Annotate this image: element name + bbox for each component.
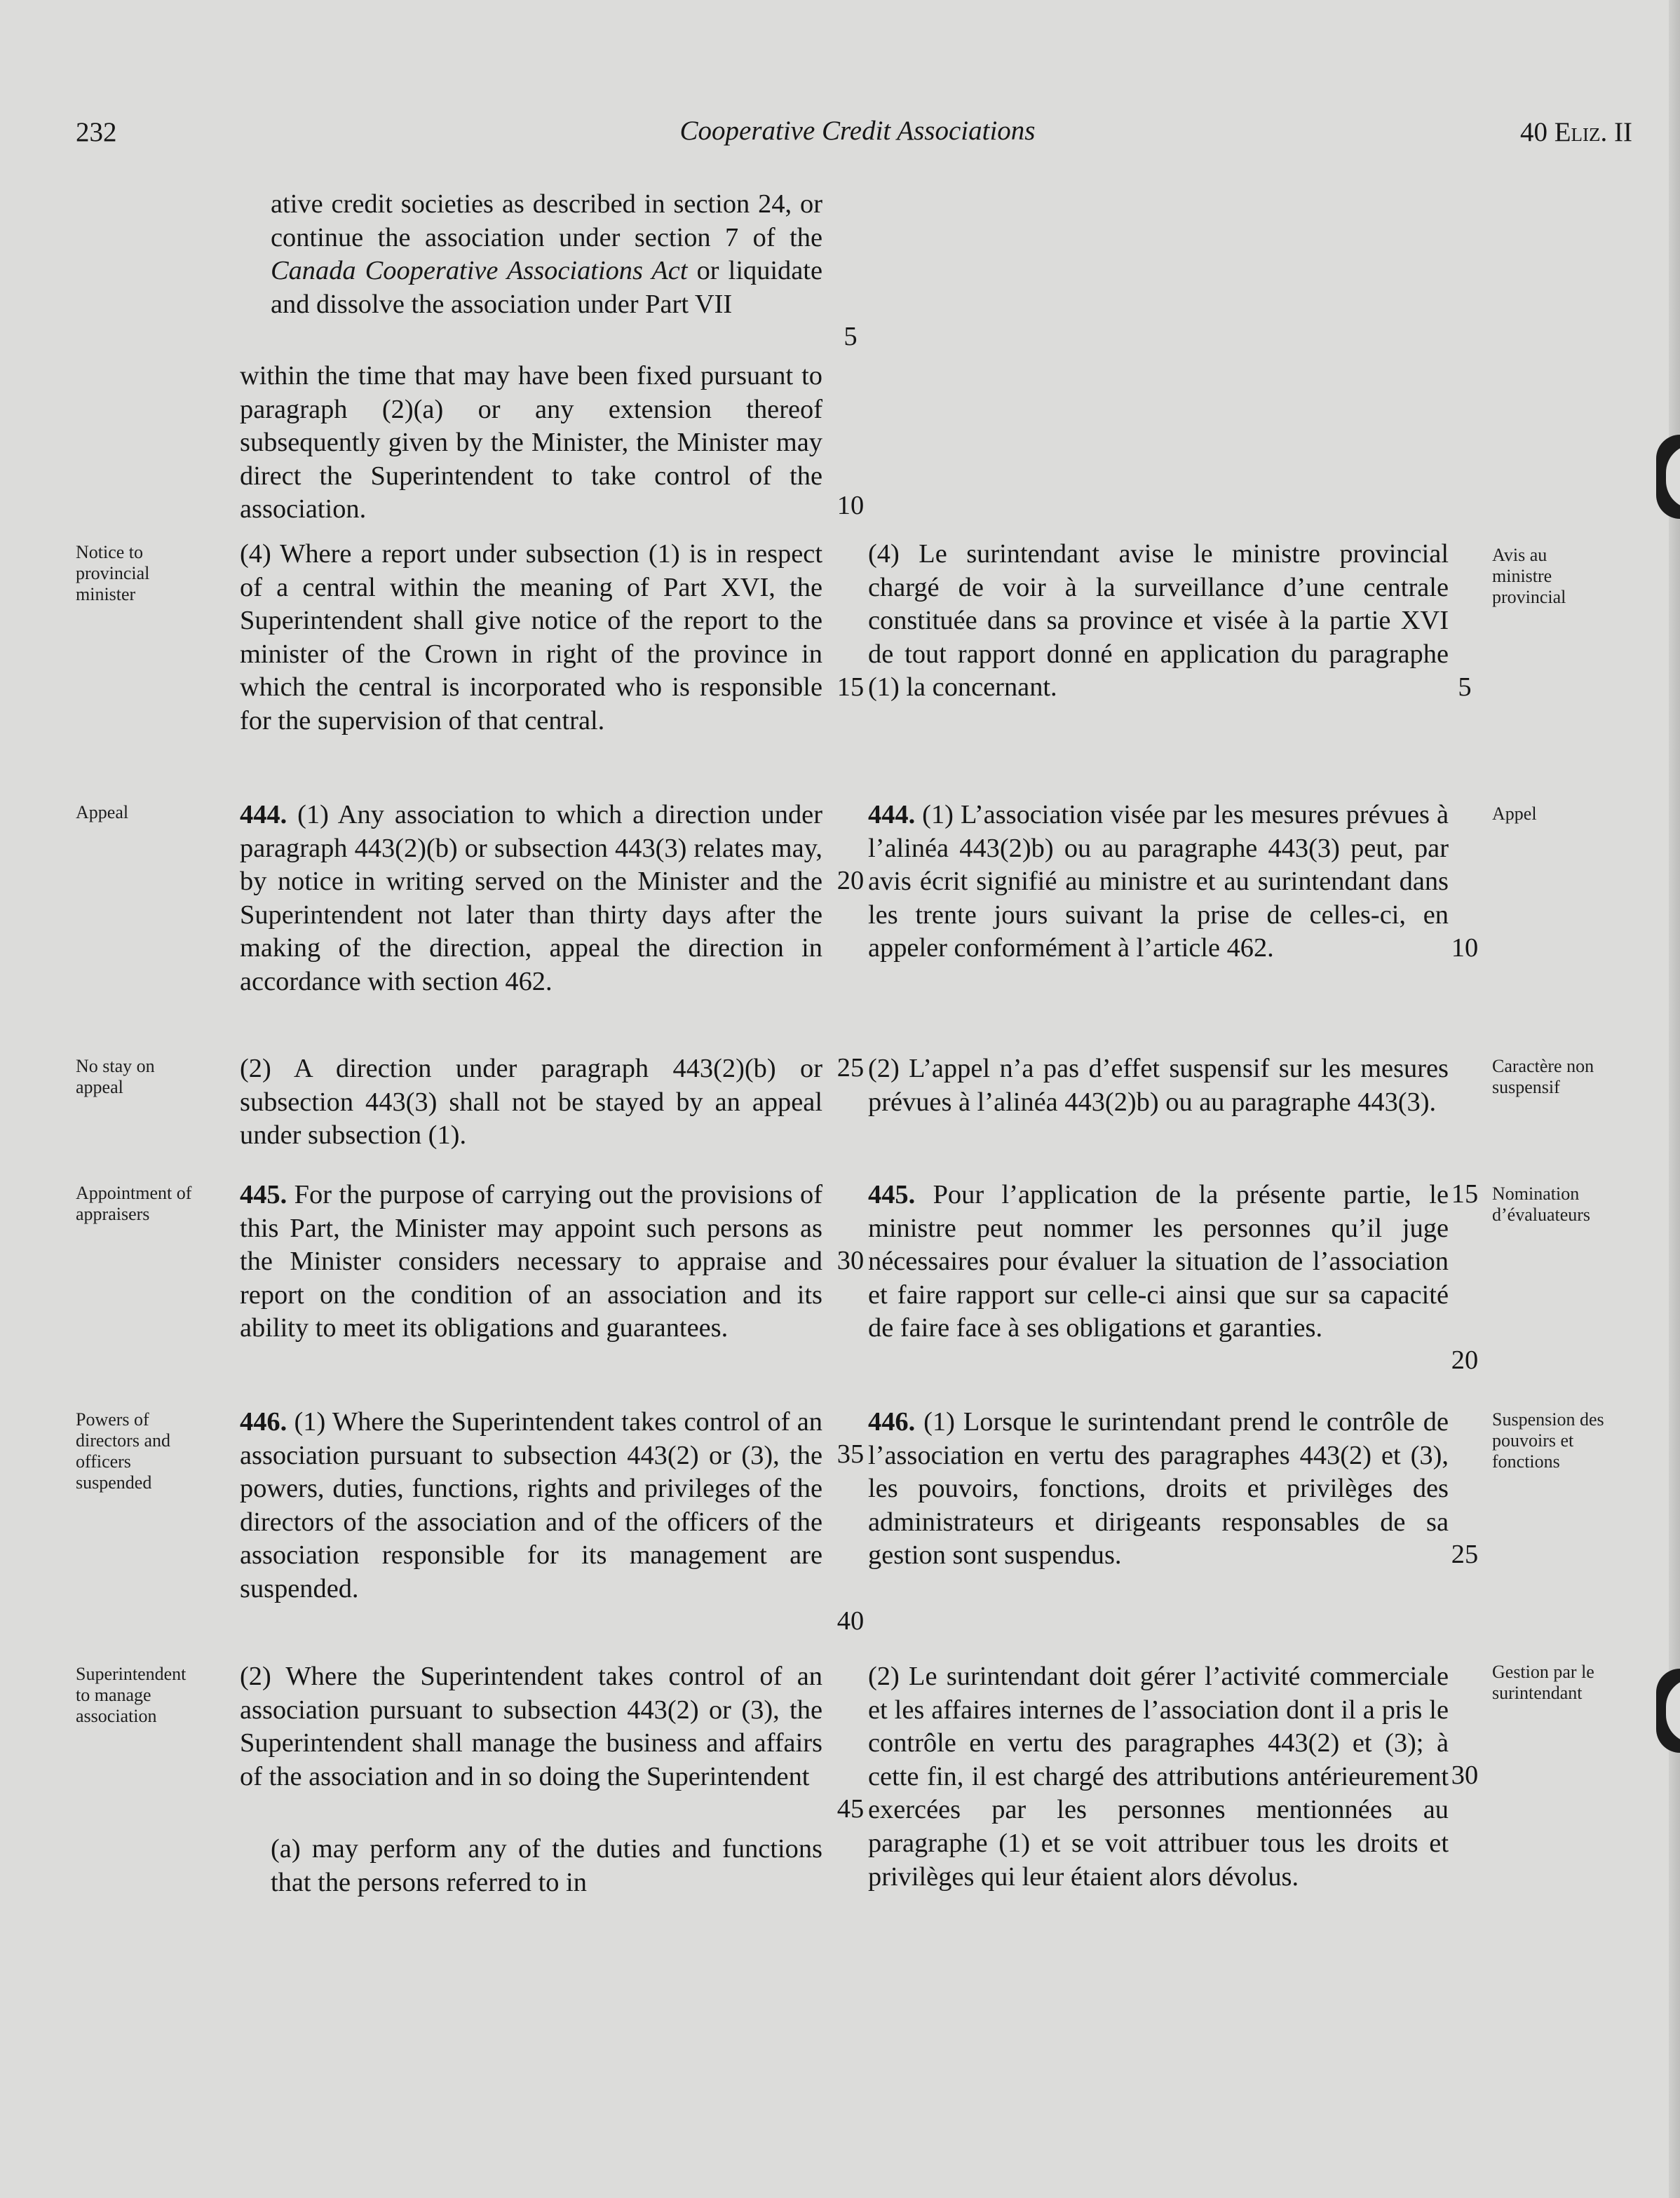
margin-note-appel: Appel <box>1492 803 1537 824</box>
binder-hole-top <box>1656 435 1680 519</box>
margin-note-notice: Notice to provincial minister <box>76 542 150 604</box>
en-s443-4: (4) Where a report under subsection (1) is in respect of a central within the meaning of Part XVI, the Superintendent shall give notice of the report to the minister of the Crown in right of the province in which the central is incorporated who is responsible for the supervision of that central. <box>240 539 822 735</box>
margin-note-appraisers: Appointment of appraisers <box>76 1183 192 1224</box>
line-number: 10 <box>1451 933 1479 963</box>
margin-note-manage: Superintendent to manage association <box>76 1664 187 1726</box>
en-s444-1: 444. (1) Any association to which a direction under paragraph 443(2)(b) or subsection 443(3) relates may, by notice in writing served on the Minister and the Superintendent not later than thirty days after the making of the direction, appeal the direction in accordance with section 462. <box>240 800 822 996</box>
line-number: 5 <box>1458 672 1472 702</box>
fr-s444-2: (2) L’appel n’a pas d’effet suspensif sur les mesures prévues à l’alinéa 443(2)b) ou au paragraphe 443(3). <box>868 1054 1449 1117</box>
line-number: 35 <box>836 1439 865 1469</box>
line-number: 20 <box>1451 1345 1479 1375</box>
page-title: Cooperative Credit Associations <box>679 116 1036 146</box>
fr-s445: 445. Pour l’application de la présente partie, le ministre peut nommer les personnes qu’il juge nécessaires pour évaluer la situation de l’association et faire rapport sur celle-ci ainsi que sur sa capacité de faire face à ses obligations et garanties. <box>868 1180 1449 1343</box>
margin-note-appeal: Appeal <box>76 802 129 822</box>
fr-s446-1: 446. (1) Lorsque le surintendant prend le contrôle de l’association en vertu des paragraphes 443(2) et (3), les pouvoirs, fonctions, droits et privilèges des administrateurs et dirigeants responsables de sa gestion sont suspendus. <box>868 1407 1449 1571</box>
page-number: 232 <box>76 117 117 147</box>
page-edge <box>1669 0 1680 2198</box>
margin-note-caractere: Caractère non suspensif <box>1492 1056 1594 1097</box>
margin-note-gestion: Gestion par le surintendant <box>1492 1662 1594 1703</box>
margin-note-no-stay: No stay on appeal <box>76 1056 155 1097</box>
line-number: 40 <box>836 1606 865 1636</box>
en-carry-over: ative credit societies as described in section 24, or continue the association under section 7 of the Canada Cooperative Associations Act or liquidate and dissolve the association under Part VII <box>271 189 822 319</box>
en-s446-1: 446. (1) Where the Superintendent takes control of an association pursuant to subsection 443(2) or (3), the powers, duties, functions, rights and privileges of the directors of the association and of the officers of the association responsible for its management are suspended. <box>240 1407 822 1603</box>
line-number: 5 <box>844 322 858 351</box>
margin-note-nomination: Nomination d’évaluateurs <box>1492 1183 1591 1225</box>
line-number: 15 <box>836 672 865 702</box>
line-number: 25 <box>1451 1540 1479 1569</box>
margin-note-powers: Powers of directors and officers suspended <box>76 1409 171 1493</box>
en-s444-2: (2) A direction under paragraph 443(2)(b) or subsection 443(3) shall not be stayed by an appeal under subsection (1). <box>240 1054 822 1151</box>
margin-note-avis: Avis au ministre provincial <box>1492 545 1566 607</box>
line-number: 25 <box>836 1053 865 1083</box>
fr-s443-4: (4) Le surintendant avise le ministre provincial chargé de voir à la surveillance d’une centrale constituée dans sa province et visée à la partie XVI de tout rapport donné en application du paragraphe (1) la concernant. <box>868 539 1449 703</box>
en-s446-2-a: (a) may perform any of the duties and functions that the persons referred to in <box>271 1834 822 1897</box>
line-number: 30 <box>1451 1761 1479 1790</box>
line-number: 20 <box>836 866 865 895</box>
binder-hole-bottom <box>1656 1669 1680 1753</box>
line-number: 15 <box>1451 1179 1479 1209</box>
line-number: 10 <box>836 491 865 520</box>
en-within-clause: within the time that may have been fixed pursuant to paragraph (2)(a) or any extension thereof subsequently given by the Minister, the Minister may direct the Superintendent to take control of the association. <box>240 361 822 524</box>
fr-s446-2: (2) Le surintendant doit gérer l’activité commerciale et les affaires internes de l’association dont il a pris le contrôle en vertu des paragraphes 443(2) et (3); à cette fin, il est chargé des attributions antérieurement exercées par les personnes mentionnées au paragraphe (1) et se voit attribuer tous les droits et privilèges qui leur étaient alors dévolus. <box>868 1662 1449 1892</box>
line-number: 45 <box>836 1794 865 1824</box>
fr-s444-1: 444. (1) L’association visée par les mesures prévues à l’alinéa 443(2)b) ou au paragraphe 443(3) peut, par avis écrit signifié au ministre et au surintendant dans les trente jours suivant la prise de celles-ci, en appeler conformément à l’article 462. <box>868 800 1449 963</box>
line-number: 30 <box>836 1246 865 1275</box>
margin-note-suspension: Suspension des pouvoirs et fonctions <box>1492 1409 1604 1472</box>
en-s445: 445. For the purpose of carrying out the provisions of this Part, the Minister may appoint such persons as the Minister considers necessary to appraise and report on the condition of an association and its ability to meet its obligations and guarantees. <box>240 1180 822 1343</box>
en-s446-2: (2) Where the Superintendent takes control of an association pursuant to subsection 443(2) or (3), the Superintendent shall manage the business and affairs of the association and in so doing the Superintendent <box>240 1662 822 1791</box>
regnal-year: 40 Eliz. II <box>1519 117 1632 147</box>
